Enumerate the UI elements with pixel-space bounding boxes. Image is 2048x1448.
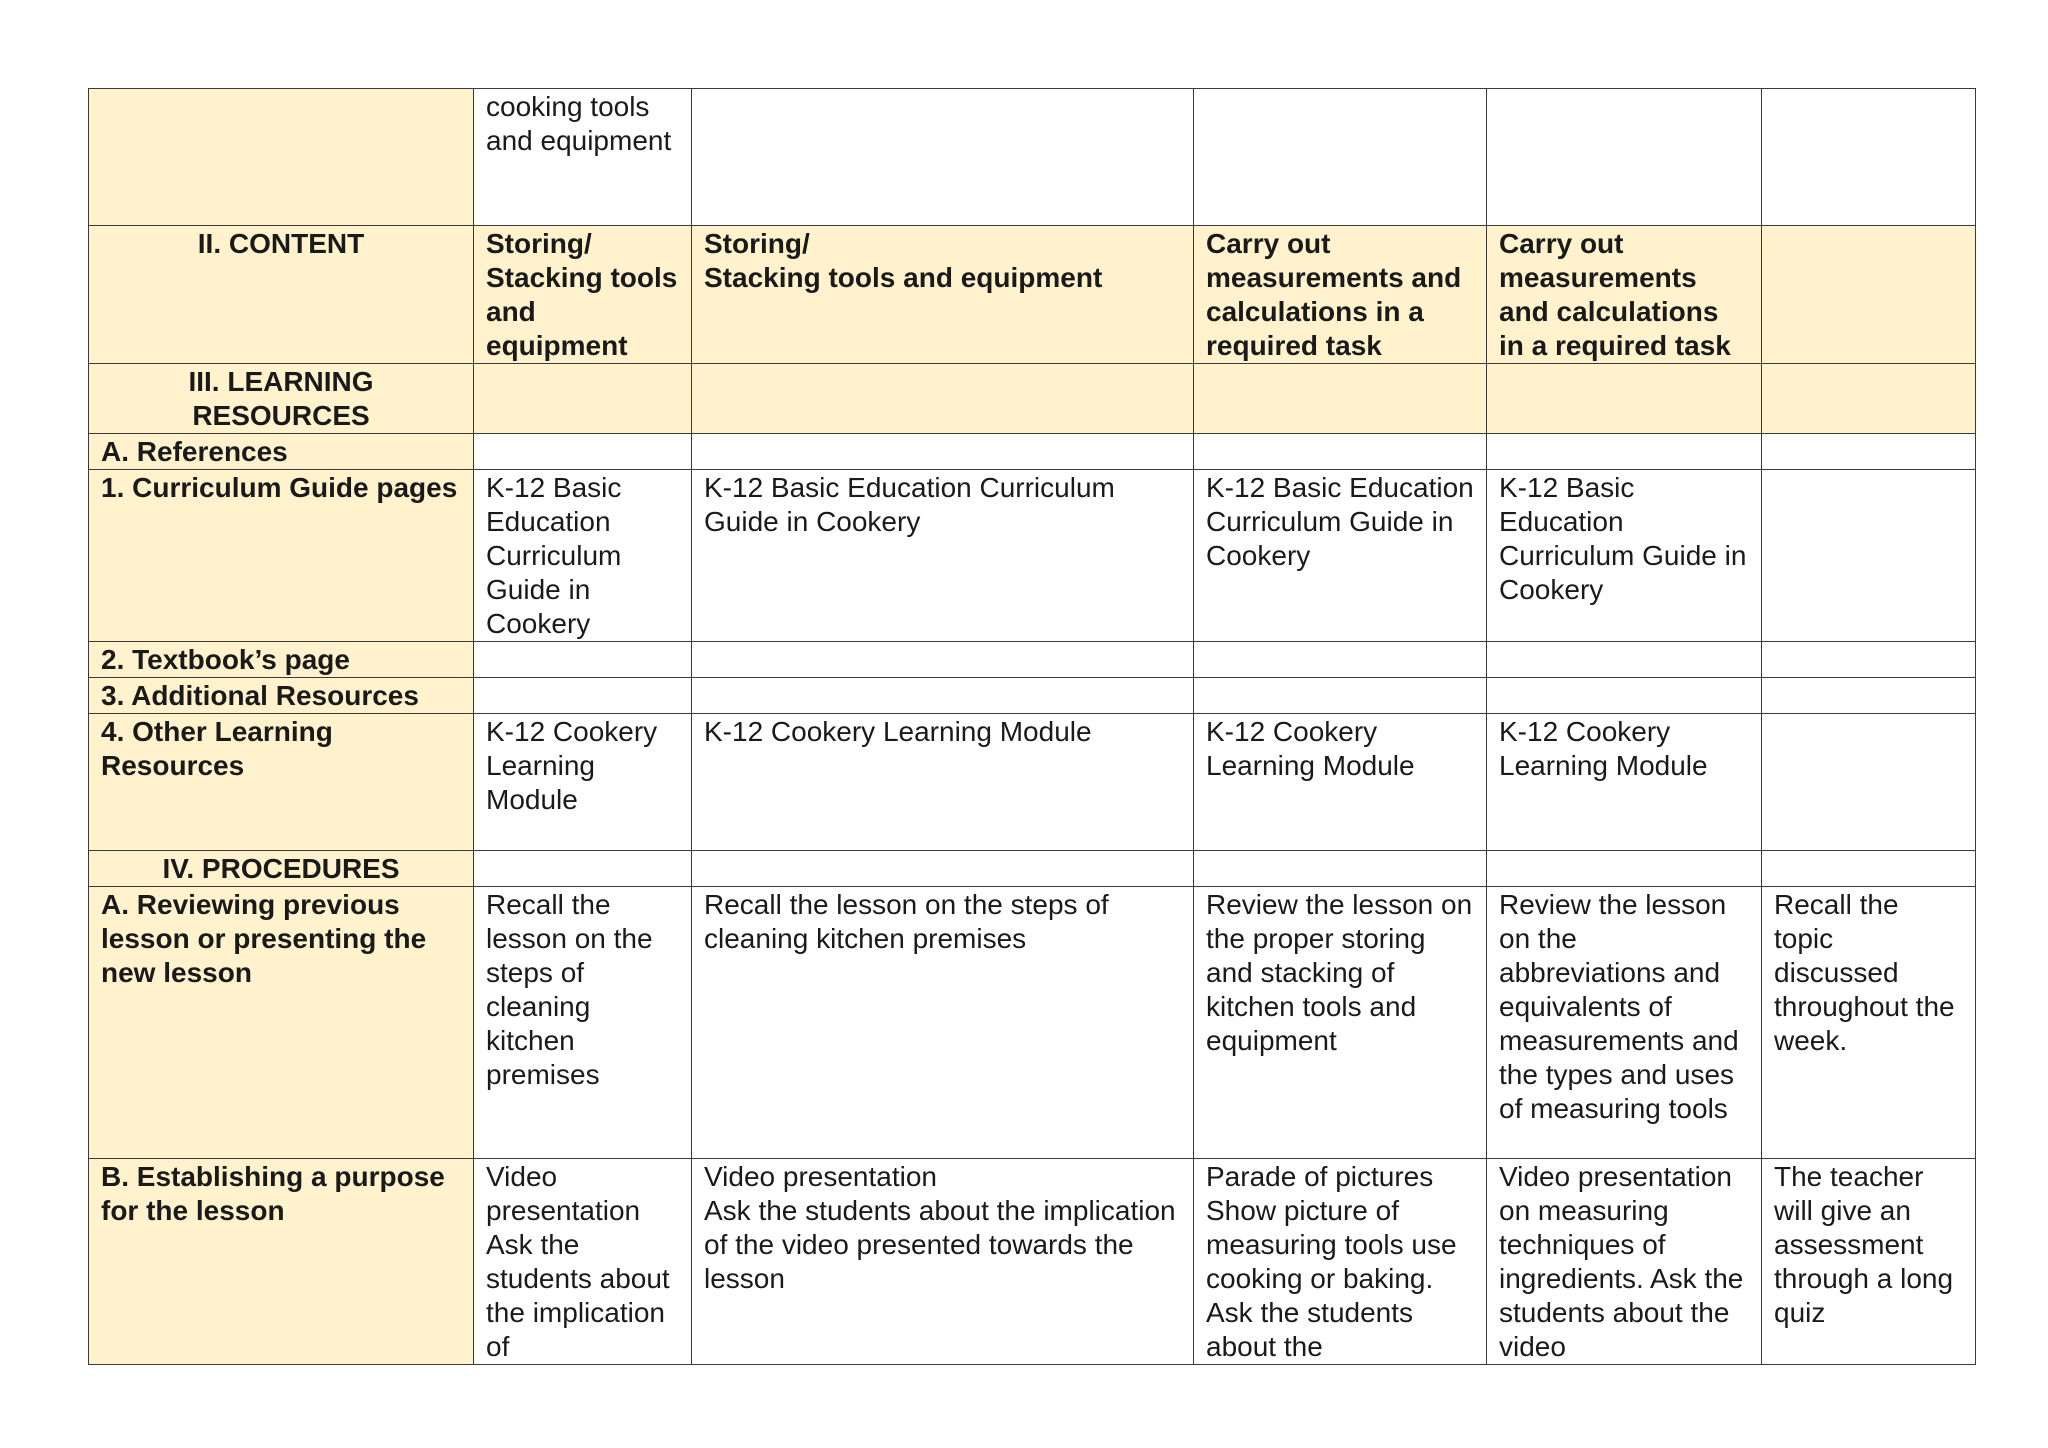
procedures-tuesday-cell [692, 851, 1194, 887]
continuation-thursday-cell [1487, 89, 1762, 226]
content-friday-cell [1762, 226, 1976, 364]
purpose-wednesday-line-3: Ask the students about the [1206, 1297, 1414, 1362]
textbook-label-cell: 2. Textbook’s page [89, 642, 474, 678]
references-label-cell: A. References [89, 434, 474, 470]
content-thursday-cell: Carry out measurements and calculations in a required task [1487, 226, 1762, 364]
learning-resources-row [89, 364, 1976, 434]
reviewing-tuesday-cell: Recall the lesson on the steps of cleaning kitchen premises [692, 887, 1194, 1159]
purpose-monday-line-2: Ask the students about the implication of [486, 1229, 670, 1362]
procedures-friday-cell [1762, 851, 1976, 887]
other-resources-row [89, 714, 1976, 851]
purpose-tuesday-line-2: Ask the students about the implication of the video presented towards the lesson [704, 1195, 1176, 1294]
references-wednesday-cell [1194, 434, 1487, 470]
procedures-thursday-cell [1487, 851, 1762, 887]
other-resources-thursday-cell: K-12 Cookery Learning Module [1487, 714, 1762, 851]
references-tuesday-cell [692, 434, 1194, 470]
purpose-wednesday-line-2: Show picture of measuring tools use cooking or baking. [1206, 1195, 1457, 1294]
reviewing-wednesday-cell: Review the lesson on the proper storing and stacking of kitchen tools and equipment [1194, 887, 1487, 1159]
procedures-wednesday-cell [1194, 851, 1487, 887]
references-monday-cell [474, 434, 692, 470]
continuation-row [89, 89, 1976, 226]
procedures-monday-cell [474, 851, 692, 887]
purpose-label-cell: B. Establishing a purpose for the lesson [89, 1159, 474, 1365]
learning-resources-wednesday-cell [1194, 364, 1487, 434]
curriculum-guide-monday-cell: K-12 Basic Education Curriculum Guide in Cookery [474, 470, 692, 642]
content-tuesday-line-2: Stacking tools and equipment [704, 262, 1103, 293]
curriculum-guide-thursday-cell: K-12 Basic Education Curriculum Guide in Cookery [1487, 470, 1762, 642]
learning-resources-friday-cell [1762, 364, 1976, 434]
purpose-tuesday-cell [692, 1159, 1194, 1365]
reviewing-label-cell: A. Reviewing previous lesson or presenting the new lesson [89, 887, 474, 1159]
content-wednesday-cell: Carry out measurements and calculations in a required task [1194, 226, 1487, 364]
references-row [89, 434, 1976, 470]
other-resources-monday-cell: K-12 Cookery Learning Module [474, 714, 692, 851]
continuation-monday-cell: cooking tools and equipment [474, 89, 692, 226]
purpose-row [89, 1159, 1976, 1365]
additional-resources-thursday-cell [1487, 678, 1762, 714]
textbook-tuesday-cell [692, 642, 1194, 678]
content-row [89, 226, 1976, 364]
additional-resources-tuesday-cell [692, 678, 1194, 714]
continuation-friday-cell [1762, 89, 1976, 226]
other-resources-label-cell: 4. Other Learning Resources [89, 714, 474, 851]
learning-resources-thursday-cell [1487, 364, 1762, 434]
content-monday-cell: Storing/ Stacking tools and equipment [474, 226, 692, 364]
additional-resources-row [89, 678, 1976, 714]
reviewing-row [89, 887, 1976, 1159]
curriculum-guide-tuesday-cell: K-12 Basic Education Curriculum Guide in Cookery [692, 470, 1194, 642]
textbook-thursday-cell [1487, 642, 1762, 678]
continuation-wednesday-cell [1194, 89, 1487, 226]
purpose-friday-cell: The teacher will give an assessment through a long quiz [1762, 1159, 1976, 1365]
learning-resources-label-cell: III. LEARNING RESOURCES [89, 364, 474, 434]
purpose-thursday-cell: Video presentation on measuring techniques of ingredients. Ask the students about the video [1487, 1159, 1762, 1365]
purpose-wednesday-cell [1194, 1159, 1487, 1365]
reviewing-monday-cell: Recall the lesson on the steps of cleaning kitchen premises [474, 887, 692, 1159]
reviewing-thursday-cell: Review the lesson on the abbreviations and equivalents of measurements and the types and uses of measuring tools [1487, 887, 1762, 1159]
content-tuesday-line-1: Storing/ [704, 228, 810, 259]
additional-resources-monday-cell [474, 678, 692, 714]
other-resources-wednesday-cell: K-12 Cookery Learning Module [1194, 714, 1487, 851]
procedures-label-cell: IV. PROCEDURES [89, 851, 474, 887]
curriculum-guide-row [89, 470, 1976, 642]
curriculum-guide-friday-cell [1762, 470, 1976, 642]
purpose-monday-line-1: Video presentation [486, 1161, 641, 1226]
reviewing-friday-cell: Recall the topic discussed throughout the week. [1762, 887, 1976, 1159]
purpose-wednesday-line-1: Parade of pictures [1206, 1161, 1434, 1192]
continuation-label-cell [89, 89, 474, 226]
content-tuesday-cell [692, 226, 1194, 364]
curriculum-guide-wednesday-cell: K-12 Basic Education Curriculum Guide in Cookery [1194, 470, 1487, 642]
learning-resources-tuesday-cell [692, 364, 1194, 434]
additional-resources-wednesday-cell [1194, 678, 1487, 714]
purpose-tuesday-line-1: Video presentation [704, 1161, 937, 1192]
textbook-row [89, 642, 1976, 678]
procedures-row [89, 851, 1976, 887]
references-thursday-cell [1487, 434, 1762, 470]
textbook-wednesday-cell [1194, 642, 1487, 678]
other-resources-friday-cell [1762, 714, 1976, 851]
curriculum-guide-label-cell: 1. Curriculum Guide pages [89, 470, 474, 642]
daily-lesson-log-table [88, 88, 1976, 1365]
purpose-monday-cell [474, 1159, 692, 1365]
references-friday-cell [1762, 434, 1976, 470]
additional-resources-friday-cell [1762, 678, 1976, 714]
continuation-tuesday-cell [692, 89, 1194, 226]
content-label-cell: II. CONTENT [89, 226, 474, 364]
learning-resources-monday-cell [474, 364, 692, 434]
textbook-monday-cell [474, 642, 692, 678]
textbook-friday-cell [1762, 642, 1976, 678]
other-resources-tuesday-cell: K-12 Cookery Learning Module [692, 714, 1194, 851]
additional-resources-label-cell: 3. Additional Resources [89, 678, 474, 714]
